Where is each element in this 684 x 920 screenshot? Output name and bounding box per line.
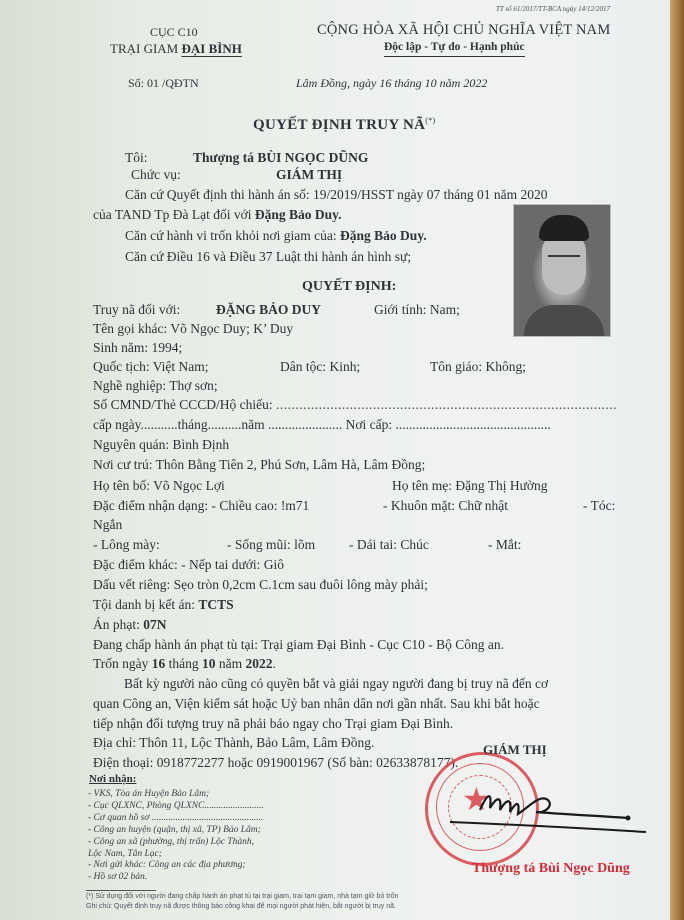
features-earlobe: - Dái tai: Chúc: [349, 537, 429, 552]
footnote-line-2: Ghi chú: Quyết định truy nã được thông báo công khai để mọi người phát hiện, bắt người bị truy nã.: [86, 903, 396, 910]
national-title: CỘNG HÒA XÃ HỘI CHỦ NGHĨA VIỆT NAM: [317, 22, 611, 38]
recipient-item: - Cơ quan hồ sơ ...............................................: [88, 813, 264, 823]
serving-location: Đang chấp hành án phạt tù tại: Trại giam Đại Bình - Cục C10 - Bộ Công an.: [93, 637, 504, 652]
features-eyes: - Mắt:: [488, 537, 522, 552]
other-features: Đặc điểm khác: - Nếp tai dưới: Giô: [93, 557, 285, 572]
alias: Tên gọi khác: Võ Ngọc Duy; K’ Duy: [93, 321, 294, 336]
footnote-divider: [86, 890, 156, 891]
crime: Tội danh bị kết án: TCTS: [93, 597, 234, 612]
occupation: Nghề nghiệp: Thợ sơn;: [93, 378, 218, 393]
signer-name: Thượng tá Bùi Ngọc Dũng: [472, 861, 630, 876]
features-hair-label: - Tóc:: [583, 498, 616, 513]
features-eyebrows: - Lông mày:: [93, 537, 160, 552]
seal-star-icon: ★: [462, 781, 491, 817]
recipient-item: - Công an huyện (quận, thị xã, TP) Bảo Lâm;: [88, 825, 261, 835]
notice-para-2: quan Công an, Viện kiểm sát hoặc Uỷ ban nhân dân nơi gần nhất. Sau khi bắt hoặc: [93, 696, 540, 711]
nationality: Quốc tịch: Việt Nam;: [93, 359, 209, 374]
basis-line-4: Căn cứ Điều 16 và Điều 37 Luật thi hành án hình sự;: [125, 249, 412, 264]
contact-phone: Điện thoại: 0918772277 hoặc 0919001967 (Số bàn: 02633878177).: [93, 755, 459, 770]
photo-hair: [539, 215, 589, 241]
id-number: Số CMND/Thẻ CCCD/Hộ chiếu: ........................................................................................: [93, 397, 618, 412]
wicker-background: [670, 0, 684, 920]
features-nose: - Sống mũi: lõm: [227, 537, 316, 552]
features-height: Đặc điểm nhận dạng: - Chiều cao: !m71: [93, 498, 310, 513]
identifying-marks: Dấu vết riêng: Sẹo tròn 0,2cm C.1cm sau đuôi lông mày phải;: [93, 577, 428, 592]
ethnicity: Dân tộc: Kinh;: [280, 359, 361, 374]
position-label: Chức vụ:: [131, 167, 181, 182]
photo-shirt: [524, 305, 604, 337]
signer-title: GIÁM THỊ: [483, 742, 547, 757]
residence: Nơi cư trú: Thôn Bằng Tiên 2, Phú Sơn, Lâm Hà, Lâm Đồng;: [93, 457, 426, 472]
escape-date: Trốn ngày 16 tháng 10 năm 2022.: [93, 656, 276, 671]
basis-line-2: của TAND Tp Đà Lạt đối với Đặng Bảo Duy.: [93, 207, 342, 222]
mother-name: Họ tên mẹ: Đặng Thị Hường: [392, 478, 548, 493]
features-hair-value: Ngắn: [93, 517, 123, 532]
features-face: - Khuôn mặt: Chữ nhật: [383, 498, 509, 513]
wanted-person-photo: [513, 204, 611, 337]
recipient-item: - Hồ sơ 02 bản.: [88, 872, 148, 882]
religion: Tôn giáo: Không;: [430, 359, 526, 374]
recipient-item: - Nơi gửi khác: Công an các địa phương;: [88, 860, 246, 870]
recipient-item: - Cục QLXNC, Phòng QLXNC.........................: [88, 801, 264, 811]
footnote-line-1: (*) Sử dụng đối với người đang chấp hành án phạt tù tại trại giam, trại tạm giam, nhà tạm giữ bỏ trốn: [86, 893, 399, 900]
issuer-name: Thượng tá BÙI NGỌC DŨNG: [193, 150, 369, 165]
wanted-label: Truy nã đối với:: [93, 302, 181, 317]
recipient-item: Lộc Nam, Tân Lạc;: [88, 849, 162, 859]
document-title: QUYẾT ĐỊNH TRUY NÃ(*): [253, 116, 436, 133]
contact-address: Địa chỉ: Thôn 11, Lộc Thành, Bảo Lâm, Lâm Đồng.: [93, 735, 375, 750]
basis-line-1: Căn cứ Quyết định thi hành án số: 19/2019/HSST ngày 07 tháng 01 năm 2020: [125, 187, 548, 202]
notice-para-1: Bất kỳ người nào cũng có quyền bắt và giải ngay người đang bị truy nã đến cơ: [124, 676, 549, 691]
position-value: GIÁM THỊ: [276, 167, 343, 182]
photo-eyes: [548, 255, 580, 263]
place-date: Lâm Đồng, ngày 16 tháng 10 năm 2022: [296, 76, 488, 90]
id-issue-line: cấp ngày...........tháng..........năm ...................... Nơi cấp: ..............................................: [93, 417, 551, 432]
handwritten-signature: [440, 780, 660, 840]
org-parent: CỤC C10: [150, 25, 198, 39]
national-motto: Độc lập - Tự do - Hạnh phúc: [384, 41, 525, 57]
notice-para-3: tiếp nhận đối tượng truy nã phải báo ngay cho Trại giam Đại Bình.: [93, 716, 454, 731]
form-reference: TT số 61/2017/TT-BCA ngày 14/12/2017: [496, 5, 610, 13]
hometown: Nguyên quán: Bình Định: [93, 437, 230, 452]
basis-line-3: Căn cứ hành vi trốn khỏi nơi giam của: Đặng Bảo Duy.: [125, 228, 427, 243]
recipients-title: Nơi nhận:: [89, 773, 137, 785]
wanted-name: ĐẶNG BẢO DUY: [216, 302, 322, 317]
father-name: Họ tên bố: Võ Ngọc Lợi: [93, 478, 225, 493]
recipient-item: - VKS, Tòa án Huyện Bảo Lâm;: [88, 789, 210, 799]
org-name: TRẠI GIAM ĐẠI BÌNH: [110, 41, 242, 56]
recipient-item: - Công an xã (phường, thị trấn) Lộc Thành,: [88, 837, 254, 847]
issuer-label: Tôi:: [125, 150, 148, 165]
birth-year: Sinh năm: 1994;: [93, 340, 183, 355]
sentence: Án phạt: 07N: [93, 617, 167, 632]
photo-face: [542, 233, 586, 295]
document-number: Số: 01 /QĐTN: [128, 76, 199, 90]
gender: Giới tính: Nam;: [374, 302, 460, 317]
decision-heading: QUYẾT ĐỊNH:: [302, 279, 397, 294]
